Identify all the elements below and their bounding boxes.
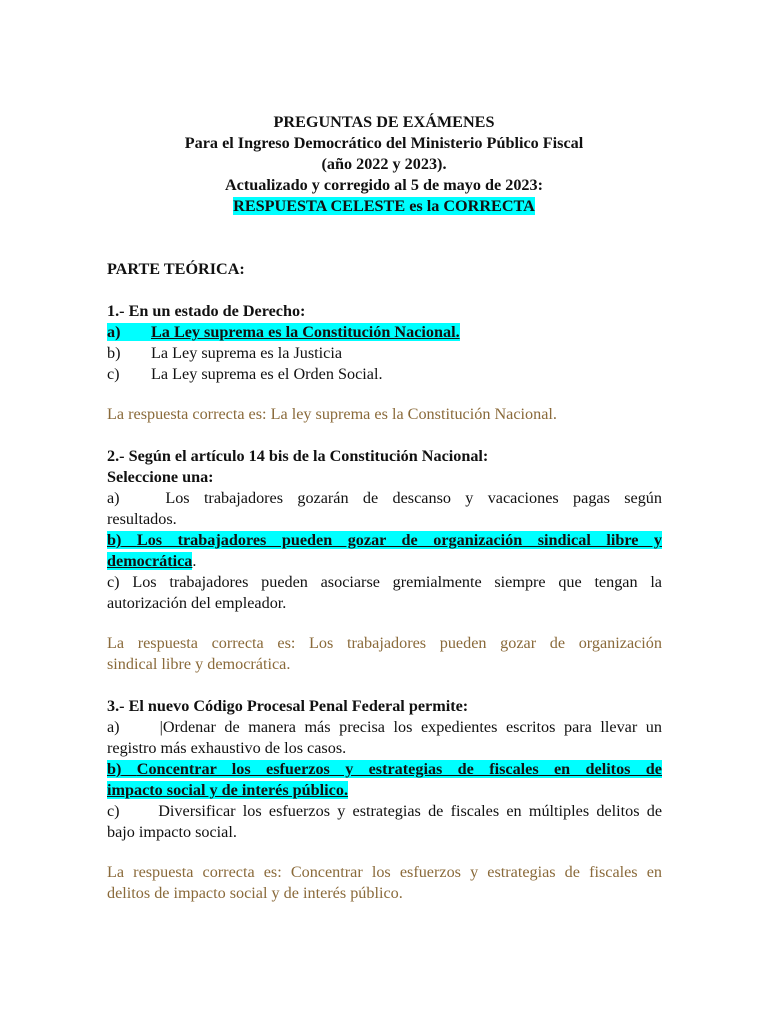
header-legend: RESPUESTA CELESTE es la CORRECTA — [233, 197, 535, 215]
question-3 — [107, 696, 662, 843]
question-2-option-b: b) Los trabajadores pueden gozar de organización sindical libre y — [107, 531, 662, 549]
question-1-title: 1.- En un estado de Derecho: — [107, 302, 306, 320]
question-1-answer: La respuesta correcta es: La ley suprema es la Constitución Nacional. — [107, 405, 557, 423]
question-2-option-b-cont: democrática. — [107, 552, 197, 570]
question-3-option-b-cont: impacto social y de interés público. — [107, 781, 349, 799]
question-3-title: 3.- El nuevo Código Procesal Penal Federal permite: — [107, 697, 469, 715]
header-years: (año 2022 y 2023). — [321, 155, 447, 173]
header-title: PREGUNTAS DE EXÁMENES — [273, 113, 495, 131]
question-1 — [107, 301, 662, 385]
question-2-answer: La respuesta correcta es: Los trabajadores pueden gozar de organización sindical libre y democrática. — [107, 634, 662, 673]
question-2-option-c-cont: autorización del empleador. — [107, 594, 287, 612]
question-3-option-c-cont: bajo impacto social. — [107, 823, 237, 841]
header-updated: Actualizado y corregido al 5 de mayo de 2023: — [224, 176, 544, 194]
question-2-subtitle: Seleccione una: — [107, 468, 214, 486]
question-3-option-b: b) Concentrar los esfuerzos y estrategias de fiscales en delitos de — [107, 760, 662, 778]
question-1-option-c: c) La Ley suprema es el Orden Social. — [107, 365, 383, 383]
question-1-option-a: a) La Ley suprema es la Constitución Nacional. — [107, 323, 460, 341]
question-3-answer: La respuesta correcta es: Concentrar los esfuerzos y estrategias de fiscales en delitos de impacto social y de interés público. — [107, 863, 662, 902]
question-3-option-c: c) Diversificar los esfuerzos y estrategias de fiscales en múltiples delitos de — [107, 802, 663, 820]
header-legend-row — [0, 196, 768, 217]
question-2-option-c: c) Los trabajadores pueden asociarse gremialmente siempre que tengan la — [107, 573, 662, 591]
question-1-option-b: b) La Ley suprema es la Justicia — [107, 344, 343, 362]
header-subtitle: Para el Ingreso Democrático del Ministerio Público Fiscal — [184, 134, 584, 152]
question-3-option-a-cont: registro más exhaustivo de los casos. — [107, 739, 347, 757]
document-header — [0, 112, 768, 217]
question-2 — [107, 446, 662, 614]
question-2-title: 2.- Según el artículo 14 bis de la Constitución Nacional: — [107, 447, 489, 465]
section-title: PARTE TEÓRICA: — [107, 260, 245, 278]
question-2-option-a-cont: resultados. — [107, 510, 177, 528]
question-2-option-a: a) Los trabajadores gozarán de descanso y vacaciones pagas según — [107, 489, 662, 507]
question-3-option-a: a) |Ordenar de manera más precisa los expedientes escritos para llevar un — [107, 718, 662, 736]
